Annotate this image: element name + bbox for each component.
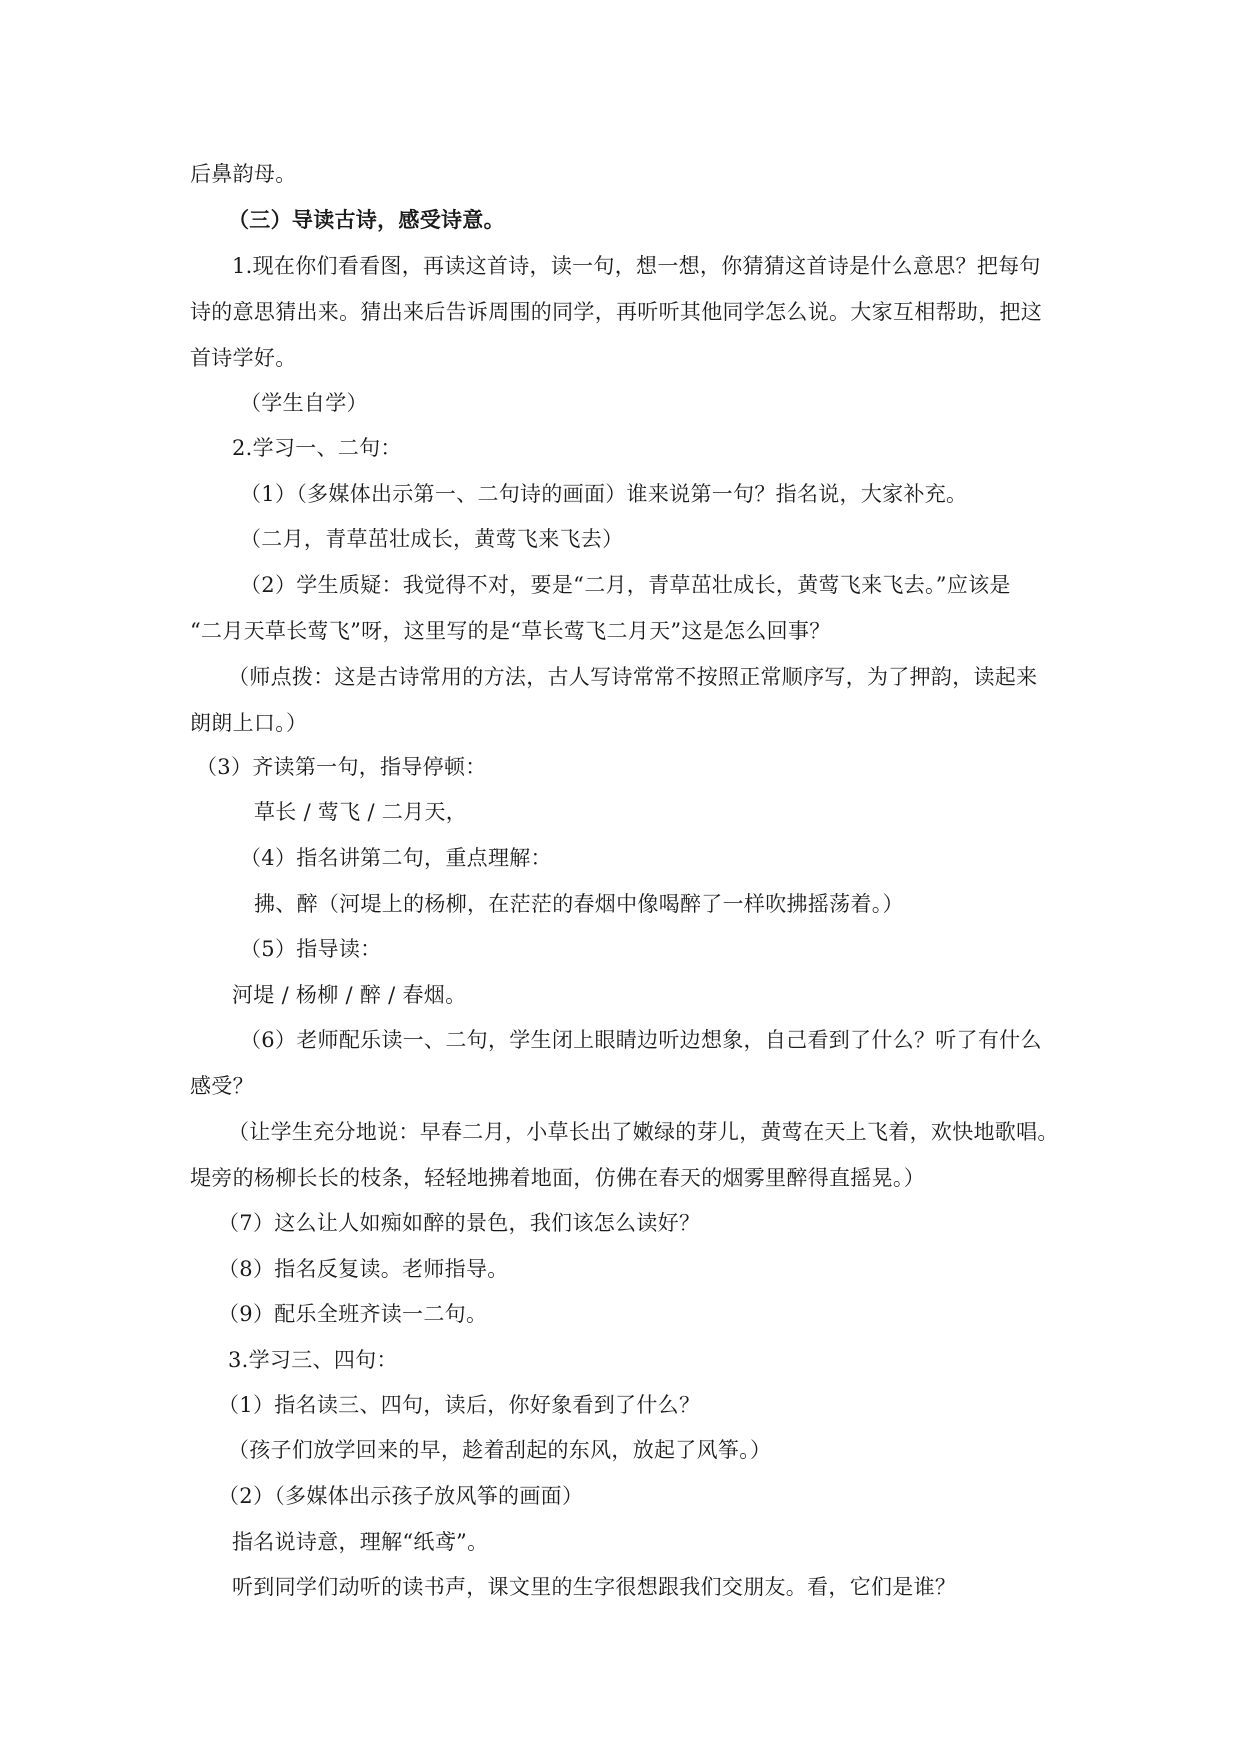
text-line-28: （1）指名读三、四句，读后，你好象看到了什么？	[218, 1393, 701, 1417]
text-line-22: （让学生充分地说：早春二月，小草长出了嫩绿的芽儿，黄莺在天上飞着，欢快地歌唱。	[228, 1120, 1059, 1144]
text-line-24: （7）这么让人如痴如醉的景色，我们该怎么读好？	[218, 1211, 701, 1235]
text-line-15: 草长 / 莺飞 / 二月天，	[254, 800, 468, 824]
text-line-7: 2.学习一、二句：	[232, 436, 402, 460]
text-line-6: （学生自学）	[240, 391, 368, 415]
text-line-14: （3）齐读第一句，指导停顿：	[196, 755, 487, 779]
text-line-3: 1.现在你们看看图，再读这首诗，读一句，想一想，你猜猜这首诗是什么意思？把每句	[232, 254, 1041, 278]
text-line-1: 后鼻韵母。	[190, 162, 297, 186]
text-line-23: 堤旁的杨柳长长的枝条，轻轻地拂着地面，仿佛在春天的烟雾里醉得直摇晃。）	[190, 1166, 925, 1190]
text-line-17: 拂、醉（河堤上的杨柳，在茫茫的春烟中像喝醉了一样吹拂摇荡着。）	[254, 892, 904, 916]
text-line-20: （6）老师配乐读一、二句，学生闭上眼睛边听边想象，自己看到了什么？听了有什么	[240, 1028, 1042, 1052]
text-line-13: 朗朗上口。）	[190, 711, 308, 735]
section-heading: （三）导读古诗，感受诗意。	[228, 208, 505, 232]
text-line-12: （师点拨：这是古诗常用的方法，古人写诗常常不按照正常顺序写，为了押韵，读起来	[228, 665, 1038, 689]
text-line-10: （2）学生质疑：我觉得不对，要是“二月，青草茁壮成长，黄莺飞来飞去。”应该是	[240, 573, 1011, 597]
text-line-11: “二月天草长莺飞”呀，这里写的是“草长莺飞二月天”这是怎么回事？	[190, 619, 831, 643]
text-line-32: 听到同学们动听的读书声，课文里的生字很想跟我们交朋友。看，它们是谁？	[232, 1575, 957, 1599]
text-line-31: 指名说诗意，理解“纸鸢”。	[232, 1530, 489, 1554]
text-line-25: （8）指名反复读。老师指导。	[218, 1257, 509, 1281]
text-line-26: （9）配乐全班齐读一二句。	[218, 1302, 488, 1326]
text-line-21: 感受？	[190, 1074, 254, 1098]
text-line-9: （二月，青草茁壮成长，黄莺飞来飞去）	[240, 527, 624, 551]
text-line-30: （2）（多媒体出示孩子放风筝的画面）	[218, 1484, 584, 1508]
text-line-27: 3.学习三、四句：	[228, 1348, 398, 1372]
text-line-29: （孩子们放学回来的早，趁着刮起的东风，放起了风筝。）	[228, 1438, 772, 1462]
text-line-8: （1）（多媒体出示第一、二句诗的画面）谁来说第一句？指名说，大家补充。	[240, 482, 968, 506]
text-line-5: 首诗学好。	[190, 346, 297, 370]
text-line-18: （5）指导读：	[240, 937, 382, 961]
text-line-19: 河堤 / 杨柳 / 醉 / 春烟。	[232, 983, 467, 1007]
text-line-4: 诗的意思猜出来。猜出来后告诉周围的同学，再听听其他同学怎么说。大家互相帮助，把这	[190, 300, 1042, 324]
text-line-16: （4）指名讲第二句，重点理解：	[240, 846, 552, 870]
